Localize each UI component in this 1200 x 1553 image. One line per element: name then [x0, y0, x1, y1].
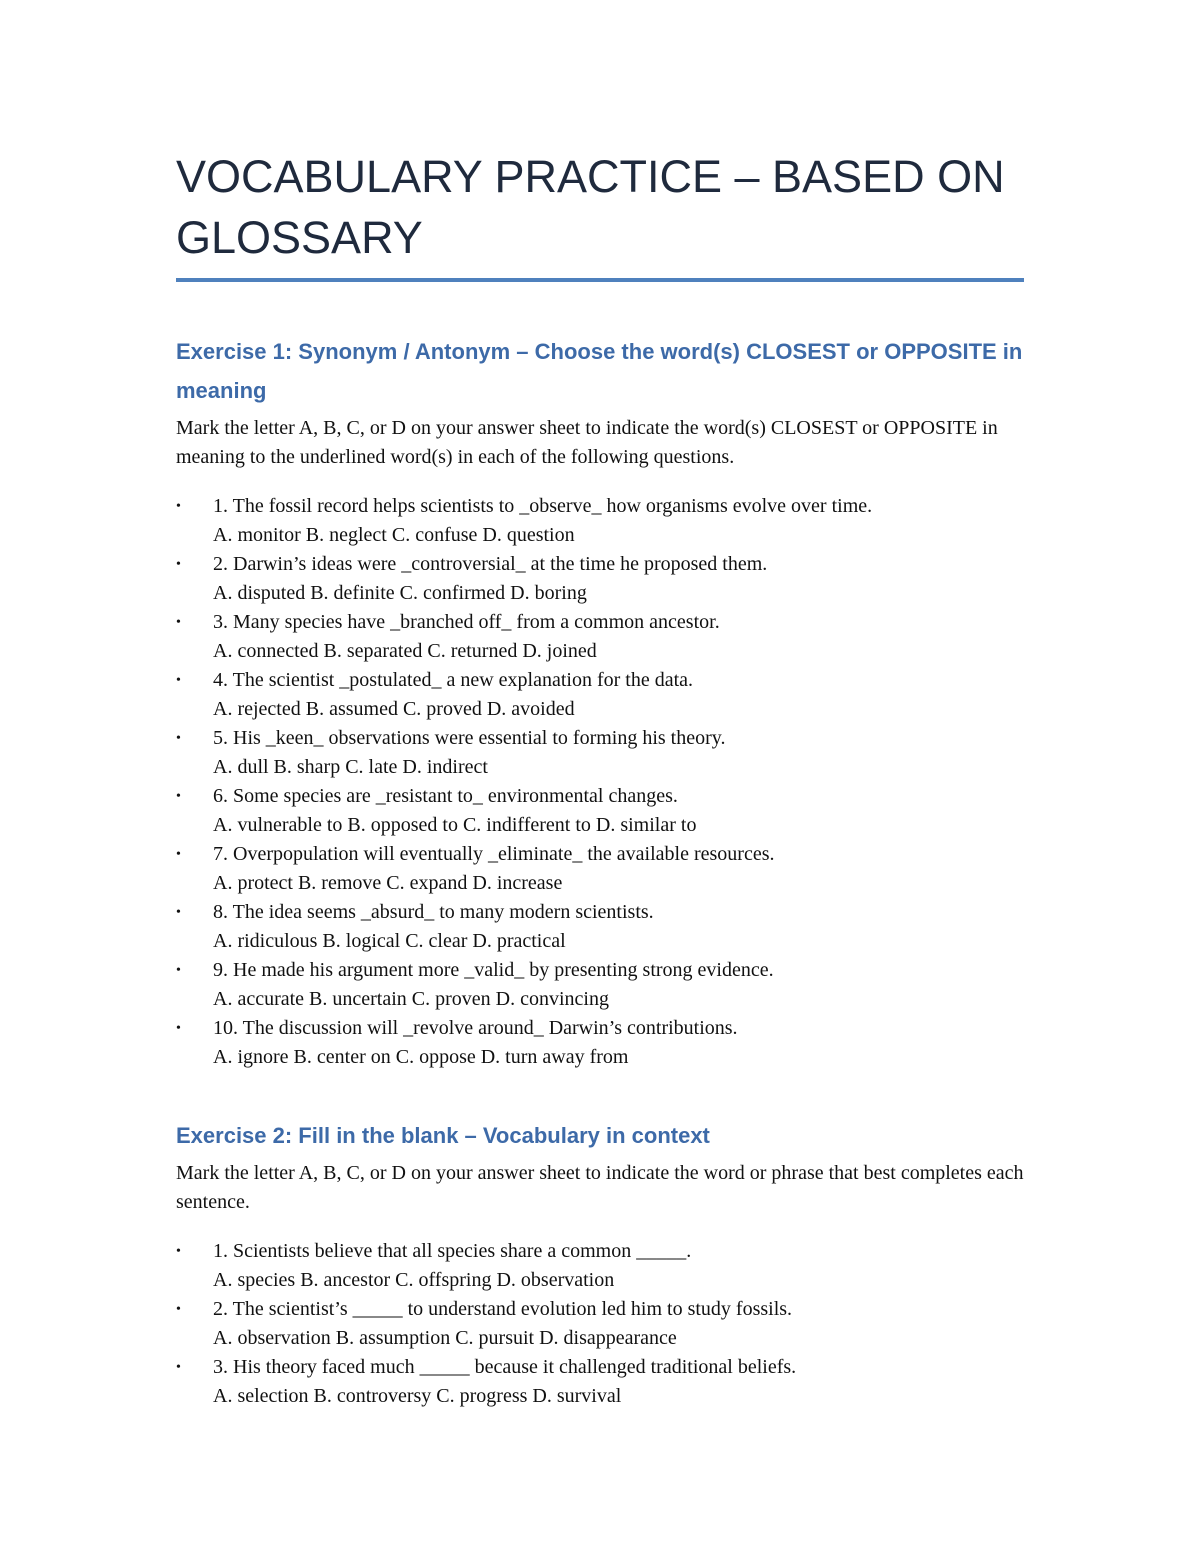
exercise-2-instructions: Mark the letter A, B, C, or D on your answer sheet to indicate the word or phrase that best completes each sentence.: [176, 1162, 1024, 1213]
question-text: 10. The discussion will _revolve around_ Darwin’s contributions.: [213, 1017, 738, 1039]
question-text: 8. The idea seems _absurd_ to many modern scientists.: [213, 901, 654, 923]
question-item: [176, 956, 1026, 1014]
question-options: A. ridiculous B. logical C. clear D. practical: [213, 930, 566, 952]
title-underline-rule: [176, 278, 1024, 282]
question-options: A. accurate B. uncertain C. proven D. convincing: [213, 988, 609, 1010]
bullet-icon: •: [176, 963, 181, 978]
question-item: [176, 608, 1026, 666]
question-item: [176, 666, 1026, 724]
exercise-1-instructions: Mark the letter A, B, C, or D on your answer sheet to indicate the word(s) CLOSEST or OPPOSITE in meaning to the underlined word(s) in each of the following questions.: [176, 417, 998, 468]
bullet-icon: •: [176, 1360, 181, 1375]
question-options: A. selection B. controversy C. progress D. survival: [213, 1385, 622, 1407]
question-options: A. observation B. assumption C. pursuit D. disappearance: [213, 1327, 677, 1349]
question-options: A. vulnerable to B. opposed to C. indifferent to D. similar to: [213, 814, 697, 836]
question-options: A. disputed B. definite C. confirmed D. boring: [213, 582, 587, 604]
question-text: 3. His theory faced much _____ because it challenged traditional beliefs.: [213, 1356, 797, 1378]
question-options: A. ignore B. center on C. oppose D. turn away from: [213, 1046, 629, 1068]
question-options: A. dull B. sharp C. late D. indirect: [213, 756, 488, 778]
question-text: 2. Darwin’s ideas were _controversial_ at the time he proposed them.: [213, 553, 768, 575]
bullet-icon: •: [176, 499, 181, 514]
exercise-1-question-list: [176, 492, 1026, 1072]
bullet-icon: •: [176, 673, 181, 688]
bullet-icon: •: [176, 731, 181, 746]
bullet-icon: •: [176, 615, 181, 630]
question-item: [176, 840, 1026, 898]
question-text: 9. He made his argument more _valid_ by presenting strong evidence.: [213, 959, 774, 981]
question-text: 4. The scientist _postulated_ a new explanation for the data.: [213, 669, 694, 691]
bullet-icon: •: [176, 905, 181, 920]
question-options: A. monitor B. neglect C. confuse D. question: [213, 524, 575, 546]
bullet-icon: •: [176, 1302, 181, 1317]
question-text: 2. The scientist’s _____ to understand evolution led him to study fossils.: [213, 1298, 793, 1320]
question-item: [176, 1237, 1026, 1295]
exercise-2-question-list: [176, 1237, 1026, 1411]
bullet-icon: •: [176, 1244, 181, 1259]
bullet-icon: •: [176, 789, 181, 804]
document-title: VOCABULARY PRACTICE – BASED ON GLOSSARY: [176, 151, 1005, 263]
question-options: A. species B. ancestor C. offspring D. observation: [213, 1269, 615, 1291]
question-text: 7. Overpopulation will eventually _eliminate_ the available resources.: [213, 843, 775, 865]
question-item: [176, 1295, 1026, 1353]
exercise-1-heading: Exercise 1: Synonym / Antonym – Choose the word(s) CLOSEST or OPPOSITE in meaning: [176, 339, 1023, 403]
question-text: 1. The fossil record helps scientists to _observe_ how organisms evolve over time.: [213, 495, 873, 517]
question-options: A. rejected B. assumed C. proved D. avoided: [213, 698, 575, 720]
question-options: A. connected B. separated C. returned D. joined: [213, 640, 597, 662]
question-text: 5. His _keen_ observations were essential to forming his theory.: [213, 727, 726, 749]
question-text: 1. Scientists believe that all species share a common _____.: [213, 1240, 692, 1262]
question-item: [176, 1014, 1026, 1072]
document-page: [176, 146, 1026, 1411]
bullet-icon: •: [176, 1021, 181, 1036]
bullet-icon: •: [176, 557, 181, 572]
question-item: [176, 782, 1026, 840]
question-item: [176, 492, 1026, 550]
question-item: [176, 1353, 1026, 1411]
question-options: A. protect B. remove C. expand D. increase: [213, 872, 563, 894]
exercise-2-heading: Exercise 2: Fill in the blank – Vocabulary in context: [176, 1123, 710, 1148]
bullet-icon: •: [176, 847, 181, 862]
question-text: 3. Many species have _branched off_ from a common ancestor.: [213, 611, 720, 633]
question-text: 6. Some species are _resistant to_ environmental changes.: [213, 785, 678, 807]
question-item: [176, 550, 1026, 608]
question-item: [176, 898, 1026, 956]
question-item: [176, 724, 1026, 782]
